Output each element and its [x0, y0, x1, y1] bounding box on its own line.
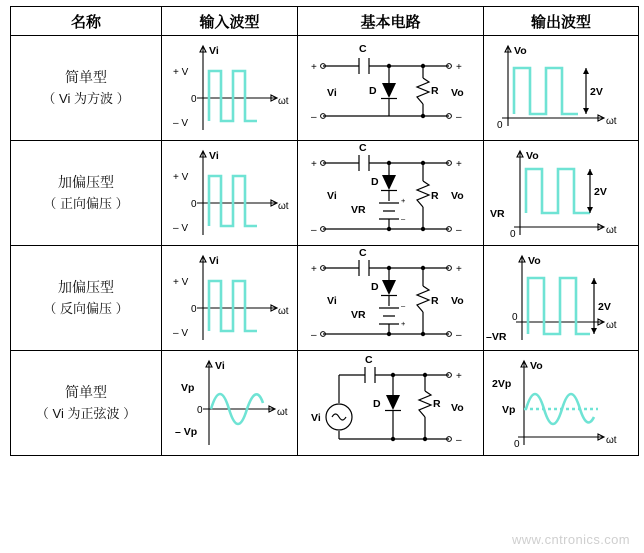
- row3-output-wave: [484, 246, 639, 351]
- circuit-simple-square: [301, 38, 481, 138]
- diagram-page: [0, 6, 644, 553]
- input-y-label: Vi: [208, 255, 219, 267]
- input-y-bot: – V: [172, 223, 188, 234]
- row4-input-wave: [162, 351, 298, 456]
- input-x-label: ωt: [277, 201, 289, 212]
- output-x-label: ωt: [606, 435, 617, 446]
- input-y-top: + V: [172, 277, 188, 288]
- row1-input-wave: [162, 36, 298, 141]
- header-output-wave: 输出波型: [484, 7, 639, 36]
- row1-name: [11, 36, 162, 141]
- row3-circuit: [298, 246, 484, 351]
- output-zero: 0: [510, 229, 516, 240]
- bias-sign-top: +: [400, 196, 405, 205]
- row4-name: [11, 351, 162, 456]
- input-x-label: ωt: [277, 306, 289, 317]
- minus-in: –: [310, 225, 317, 236]
- minus-in: –: [310, 330, 317, 341]
- input-x-label: ωt: [277, 96, 289, 107]
- output-wave-3: [486, 248, 636, 348]
- res-label: R: [430, 295, 439, 307]
- plus-out: +: [455, 159, 462, 170]
- input-y-top: + V: [172, 67, 188, 78]
- output-top-label: 2Vp: [492, 378, 512, 390]
- header-row: [11, 7, 639, 36]
- cap-label: C: [364, 354, 373, 366]
- plus-out: +: [455, 264, 462, 275]
- input-y-label: Vi: [214, 360, 225, 372]
- input-wave-square-2: [165, 143, 295, 243]
- res-label: R: [430, 85, 439, 97]
- input-y-mid: 0: [196, 405, 203, 416]
- minus-out: –: [455, 330, 462, 341]
- cap-label: C: [358, 142, 367, 154]
- row4-output-wave: [484, 351, 639, 456]
- output-base-label: VR: [490, 208, 505, 220]
- row3-input-wave: [162, 246, 298, 351]
- span-label: 2V: [594, 186, 607, 198]
- input-y-top: Vp: [180, 382, 194, 394]
- output-mid-label: Vp: [502, 404, 516, 416]
- output-x-label: ωt: [606, 225, 617, 236]
- bias-sign-bot: –: [400, 214, 405, 223]
- circuit-forward-bias: [301, 141, 481, 245]
- diode-label: D: [372, 398, 381, 410]
- input-y-mid: 0: [190, 94, 197, 105]
- diode-label: D: [368, 85, 377, 97]
- header-circuit: 基本电路: [298, 7, 484, 36]
- bias-sign-top: –: [400, 301, 405, 310]
- vin-label: Vi: [326, 295, 337, 307]
- vin-label: Vi: [310, 412, 321, 424]
- output-wave-1: [486, 38, 636, 138]
- plus-in: +: [310, 62, 317, 73]
- row2-name-line1: 加偏压型: [58, 174, 114, 191]
- output-x-label: ωt: [606, 116, 617, 127]
- table-row: [11, 246, 639, 351]
- row2-output-wave: [484, 141, 639, 246]
- output-y-label: Vo: [514, 45, 527, 57]
- bias-sign-bot: +: [400, 319, 405, 328]
- output-zero: 0: [512, 312, 518, 323]
- input-y-bot: – Vp: [174, 426, 197, 438]
- input-y-bot: – V: [172, 328, 188, 339]
- cap-label: C: [358, 247, 367, 259]
- diode-label: D: [370, 281, 379, 293]
- row3-name-line2: （ 反向偏压 ）: [43, 300, 129, 316]
- row2-input-wave: [162, 141, 298, 246]
- minus-out: –: [455, 112, 462, 123]
- circuit-reverse-bias: [301, 246, 481, 350]
- circuit-sine-simple: [301, 351, 481, 455]
- row2-name: [11, 141, 162, 246]
- vout-label: Vo: [450, 295, 464, 307]
- output-wave-2: [486, 143, 636, 243]
- input-x-label: ωt: [276, 407, 288, 418]
- row2-circuit: [298, 141, 484, 246]
- vin-label: Vi: [326, 190, 337, 202]
- minus-in: –: [310, 112, 317, 123]
- minus-out: –: [455, 435, 462, 446]
- span-label: 2V: [598, 301, 611, 313]
- row1-name-line1: 简单型: [65, 69, 107, 86]
- input-wave-square-3: [165, 248, 295, 348]
- input-wave-sine: [165, 353, 295, 453]
- diode-label: D: [370, 176, 379, 188]
- row1-output-wave: [484, 36, 639, 141]
- input-wave-square-1: [165, 38, 295, 138]
- output-y-label: Vo: [526, 150, 539, 162]
- watermark: www.cntronics.com: [511, 532, 630, 547]
- input-y-label: Vi: [208, 150, 219, 162]
- input-y-bot: – V: [172, 118, 188, 129]
- clamper-circuit-table: [10, 6, 639, 456]
- output-base-label: –VR: [486, 331, 507, 343]
- row2-name-line2: （ 正向偏压 ）: [43, 195, 129, 211]
- vout-label: Vo: [450, 402, 464, 414]
- table-header: [11, 7, 639, 36]
- row3-name: [11, 246, 162, 351]
- output-zero: 0: [497, 120, 503, 131]
- plus-in: +: [310, 159, 317, 170]
- header-input-wave: 输入波型: [162, 7, 298, 36]
- plus-in: +: [310, 264, 317, 275]
- res-label: R: [432, 398, 441, 410]
- row4-circuit: [298, 351, 484, 456]
- vout-label: Vo: [450, 190, 464, 202]
- table-row: [11, 36, 639, 141]
- row4-name-line2: （ Vi 为正弦波 ）: [35, 405, 137, 421]
- input-y-mid: 0: [190, 199, 197, 210]
- output-y-label: Vo: [530, 360, 543, 372]
- output-zero: 0: [514, 439, 520, 450]
- row1-circuit: [298, 36, 484, 141]
- span-label: 2V: [590, 86, 603, 98]
- input-y-label: Vi: [208, 45, 219, 57]
- plus-out: +: [455, 371, 462, 382]
- vin-label: Vi: [326, 87, 337, 99]
- table-body: [11, 36, 639, 456]
- output-x-label: ωt: [606, 320, 617, 331]
- vout-label: Vo: [450, 87, 464, 99]
- row4-name-line1: 简单型: [65, 384, 107, 401]
- output-wave-sine: [486, 353, 636, 453]
- table-row: [11, 351, 639, 456]
- bias-label: VR: [350, 309, 366, 321]
- table-row: [11, 141, 639, 246]
- minus-out: –: [455, 225, 462, 236]
- input-y-mid: 0: [190, 304, 197, 315]
- row1-name-line2: （ Vi 为方波 ）: [42, 90, 130, 106]
- row3-name-line1: 加偏压型: [58, 279, 114, 296]
- cap-label: C: [358, 43, 367, 55]
- bias-label: VR: [350, 204, 366, 216]
- header-name: 名称: [11, 7, 162, 36]
- plus-out: +: [455, 62, 462, 73]
- output-y-label: Vo: [528, 255, 541, 267]
- res-label: R: [430, 190, 439, 202]
- input-y-top: + V: [172, 172, 188, 183]
